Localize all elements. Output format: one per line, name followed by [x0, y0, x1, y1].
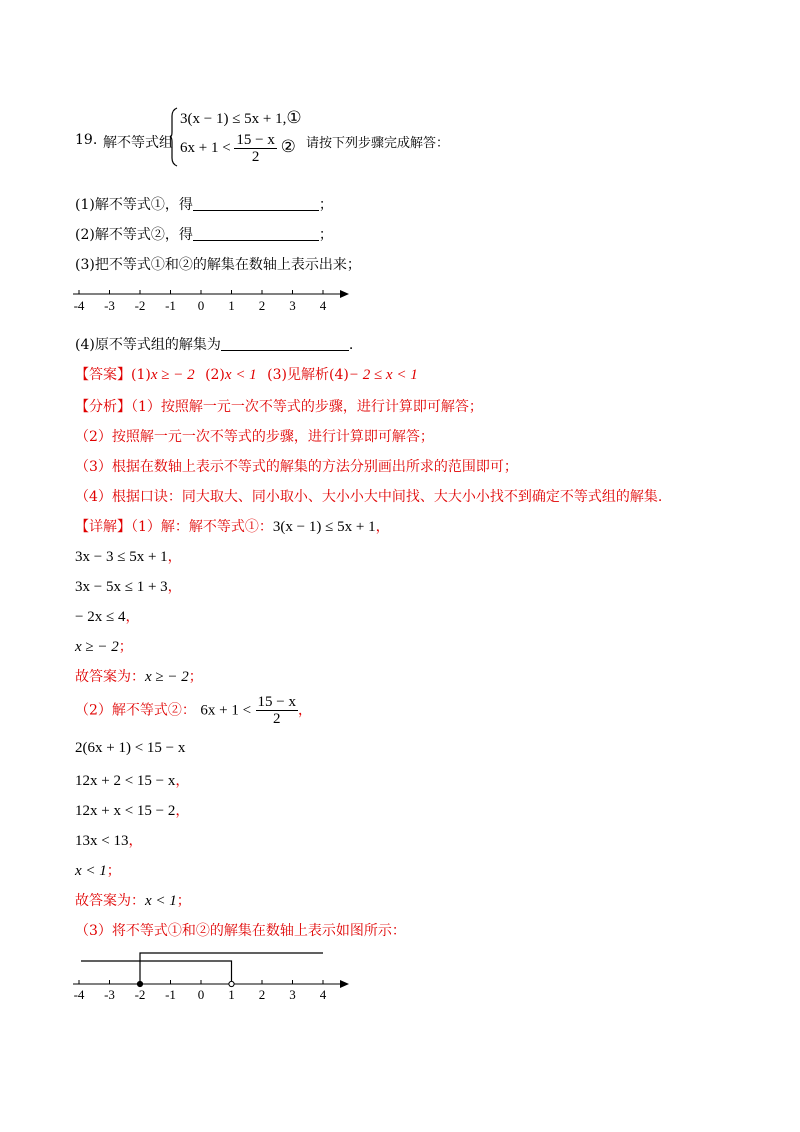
- circle-1-mark: ①: [286, 108, 302, 127]
- number-line-blank-tick-label: 4: [319, 298, 327, 313]
- number-line-blank-tick-label: -3: [104, 298, 115, 313]
- answer-blank-2[interactable]: [193, 226, 319, 241]
- detail-part-3-header: （3）将不等式①和②的解集在数轴上表示如图所示：: [75, 923, 406, 939]
- step-1: (1)解不等式①，得 ；: [75, 197, 333, 213]
- detail-answer-2: 故答案为：x < 1；: [75, 893, 191, 909]
- circle-2-mark: ②: [280, 136, 296, 156]
- number-line-solution-tick-label: -1: [165, 987, 176, 1002]
- detail-step-1-4: x ≥ − 2；: [75, 639, 133, 655]
- inequality-1: 3(x − 1) ≤ 5x + 1,①: [180, 108, 302, 127]
- analysis-tag: 【分析】: [75, 399, 131, 415]
- number-line-solution-tick-label: 2: [258, 987, 266, 1002]
- step-2: (2)解不等式②，得 ；: [75, 227, 333, 243]
- number-line-solution: [70, 950, 360, 1002]
- problem-number: 19.: [75, 132, 98, 148]
- number-line-blank-tick-label: 1: [228, 298, 235, 313]
- answer-line: 【答案】(1)x ≥ − 2 (2)x < 1 (3)见解析(4)− 2 ≤ x < 1: [75, 367, 418, 383]
- problem-intro: 解不等式组: [103, 135, 173, 151]
- analysis-line-3: （3）根据在数轴上表示不等式的解集的方法分别画出所求的范围即可；: [75, 459, 518, 475]
- answer-blank-1[interactable]: [193, 196, 319, 211]
- detail-step-1-3: − 2x ≤ 4，: [75, 609, 140, 625]
- answer-tag: 【答案】: [75, 367, 131, 383]
- analysis-line-4: （4）根据口诀：同大取大、同小取小、大小小大中间找、大大小小找不到确定不等式组的解集.: [75, 489, 663, 505]
- detail-step-2-5: x < 1；: [75, 863, 121, 879]
- analysis-line-1: 【分析】（1）按照解一元一次不等式的步骤，进行计算即可解答；: [75, 399, 483, 415]
- number-line-blank-tick-label: 3: [289, 298, 296, 313]
- detail-step-2-1: 2(6x + 1) < 15 − x: [75, 740, 186, 756]
- detail-tag: 【详解】: [75, 519, 131, 535]
- number-line-solution-tick-label: 0: [197, 987, 205, 1002]
- number-line-blank-tick-label: -2: [134, 298, 146, 313]
- number-line-solution-tick-label: -3: [104, 987, 115, 1002]
- number-line-solution-tick-label: 3: [289, 987, 296, 1002]
- number-line-blank-tick-label: -1: [165, 298, 176, 313]
- detail-answer-1: 故答案为：x ≥ − 2；: [75, 669, 203, 685]
- detail-step-2-3: 12x + x < 15 − 2，: [75, 803, 190, 819]
- solution-2-endpoint: [229, 981, 234, 986]
- number-line-blank-tick-label: 2: [258, 298, 266, 313]
- solution-1-endpoint: [137, 981, 142, 986]
- number-line-blank-tick-label: 0: [197, 298, 205, 313]
- detail-step-2-2: 12x + 2 < 15 − x，: [75, 773, 190, 789]
- solution-2-bracket: [81, 961, 232, 984]
- step-3: (3)把不等式①和②的解集在数轴上表示出来；: [75, 257, 361, 273]
- system-brace: [170, 108, 178, 166]
- detail-part-2-header: （2）解不等式②： 6x + 1 < $\frac{15 - x}{2}$ ，: [75, 694, 312, 727]
- number-line-blank-tick-label: -4: [73, 298, 85, 313]
- analysis-line-2: （2）按照解一元一次不等式的步骤，进行计算即可解答；: [75, 429, 434, 445]
- number-line-solution-tick-label: -4: [73, 987, 85, 1002]
- detail-step-2-4: 13x < 13，: [75, 833, 143, 849]
- detail-step-1-1: 3x − 3 ≤ 5x + 1，: [75, 549, 182, 565]
- arrow-right-icon: [340, 290, 349, 298]
- number-line-blank: [70, 285, 360, 317]
- number-line-solution-tick-label: 1: [228, 987, 235, 1002]
- number-line-solution-tick-label: -2: [134, 987, 146, 1002]
- arrow-right-icon: [340, 980, 349, 988]
- number-line-solution-tick-label: 4: [319, 987, 327, 1002]
- answer-blank-4[interactable]: [221, 336, 349, 351]
- step-4: (4)原不等式组的解集为 .: [75, 337, 354, 353]
- detail-header: 【详解】（1）解：解不等式①：3(x − 1) ≤ 5x + 1，: [75, 519, 390, 535]
- inequality-2: 6x + 1 < $\frac{15 - x}{2}$ ②: [180, 132, 296, 165]
- detail-step-1-2: 3x − 5x ≤ 1 + 3，: [75, 579, 182, 595]
- problem-instruction: 请按下列步骤完成解答：: [306, 136, 450, 151]
